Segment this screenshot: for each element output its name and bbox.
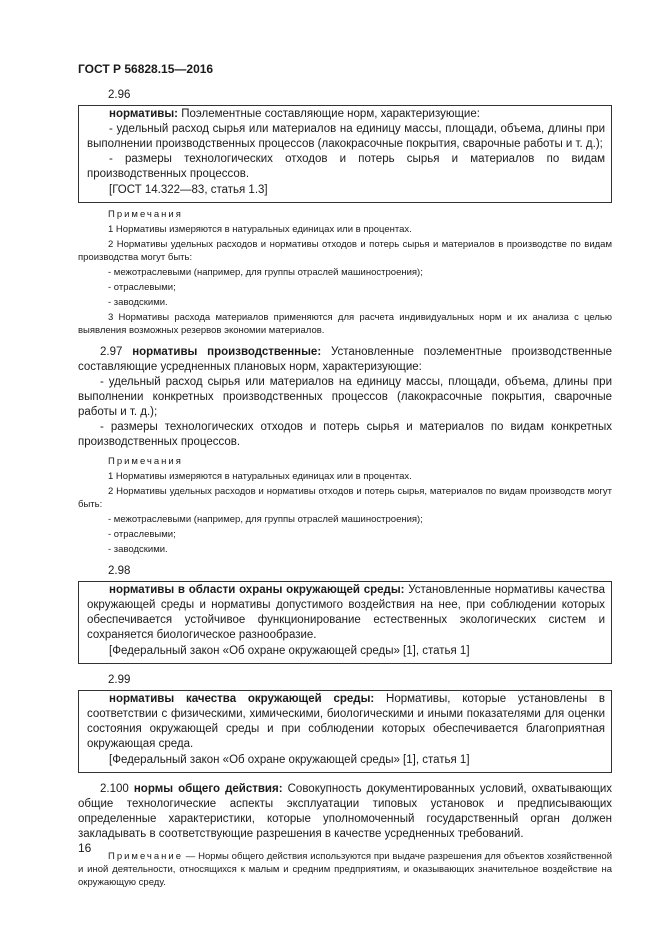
notes-heading-2-96: Примечания (108, 209, 183, 220)
term-2-97: нормативы производственные: (132, 346, 322, 358)
definition-2-97 (78, 345, 612, 375)
definition-text-2-99: Нормативы, которые установлены в соответствии с физическими, химическими, биологическими и иными показателями для оценки состояния окружающей среды и при соблюдении которых обеспечивается благоприятная окружающая среда. (87, 693, 605, 750)
note-subitem: - заводскими. (108, 544, 168, 555)
page-number: 16 (78, 841, 92, 855)
term-number-2-100: 2.100 (100, 783, 129, 795)
note-subitem: - отраслевыми; (108, 529, 176, 540)
list-item: - удельный расход сырья или материалов на единицу массы, площади, объема, длины при выполнении производственных процессов (лакокрасочные покрытия, сварочные работы и т. д.); (87, 123, 605, 150)
definition-text-2-96: Поэлементные составляющие норм, характеризующие: (178, 108, 480, 120)
note-item: 1 Нормативы измеряются в натуральных единицах или в процентах. (108, 224, 412, 235)
term-2-100: нормы общего действия: (133, 783, 283, 795)
list-item: - удельный расход сырья или материалов на единицу массы, площади, объема, длины при выполнении конкретных производственных процессов (лакокрасочные покрытия, сварочные работы и т. д.); (78, 376, 612, 418)
note-label-2-100: Примечание (108, 851, 183, 862)
definition-box-2-98 (78, 581, 612, 664)
note-subitem: - межотраслевыми (например, для группы отраслей машиностроения); (108, 514, 423, 525)
term-number-2-97: 2.97 (100, 346, 123, 358)
note-item: 2 Нормативы удельных расходов и нормативы отходов и потерь сырья и материалов в производстве по видам производства могут быть: (78, 239, 612, 263)
note-item: 2 Нормативы удельных расходов и нормативы отходов и потерь сырья, материалов по видам производств могут быть: (78, 486, 612, 510)
list-item: - размеры технологических отходов и потерь сырья и материалов по видам производственных процессов. (87, 153, 605, 180)
term-2-96: нормативы: (109, 108, 179, 120)
definition-box-2-99 (78, 690, 612, 773)
term-2-98: нормативы в области охраны окружающей среды: (109, 584, 405, 596)
source-reference-2-98: [Федеральный закон «Об охране окружающей среды» [1], статья 1] (109, 645, 470, 657)
note-subitem: - заводскими. (108, 297, 168, 308)
definition-box-2-96 (78, 105, 612, 203)
note-item: 3 Нормативы расхода материалов применяются для расчета индивидуальных норм и их анализа с целью выявления возможных резервов экономии материалов. (78, 312, 612, 336)
notes-heading-2-97: Примечания (108, 456, 183, 467)
definition-2-96 (87, 107, 605, 122)
document-code: ГОСТ Р 56828.15—2016 (78, 62, 214, 76)
term-number-2-98: 2.98 (108, 565, 131, 577)
term-number-2-96: 2.96 (108, 89, 131, 101)
note-item: 1 Нормативы измеряются в натуральных единицах или в процентах. (108, 471, 412, 482)
definition-text-2-100: Совокупность документированных условий, охватывающих общие технологические аспекты эксплуатации типовых установок и предписывающих определенные характеристики, которые уполномоченный государственный орган должен закладывать в соответствующие разрешения в качестве усредненных требований. (78, 783, 612, 840)
source-reference-2-96: [ГОСТ 14.322—83, статья 1.3] (109, 184, 268, 196)
definition-2-100 (78, 782, 612, 842)
definition-2-99 (87, 692, 605, 752)
note-2-100 (78, 850, 612, 889)
term-2-99: нормативы качества окружающей среды: (109, 693, 375, 705)
list-item: - размеры технологических отходов и потерь сырья и материалов по видам конкретных производственных процессов. (78, 421, 612, 448)
note-subitem: - межотраслевыми (например, для группы отраслей машиностроения); (108, 267, 423, 278)
note-text-2-100: — Нормы общего действия используются при выдаче разрешения для объектов хозяйственной и иной деятельности, относящихся к малым и средним предприятиям, и оказывающих значительное воздействие на окружающую среду. (78, 851, 612, 888)
note-subitem: - отраслевыми; (108, 282, 176, 293)
source-reference-2-99: [Федеральный закон «Об охране окружающей среды» [1], статья 1] (109, 754, 470, 766)
definition-text-2-98: Установленные нормативы качества окружающей среды и нормативы допустимого воздействия на нее, при соблюдении которых обеспечивается устойчивое функционирование естественных экологических систем и сохраняется биологическое разнообразие. (87, 584, 605, 641)
definition-text-2-97: Установленные поэлементные производственные составляющие усредненных плановых норм, характеризующие: (78, 346, 612, 373)
term-number-2-99: 2.99 (108, 674, 131, 686)
definition-2-98 (87, 583, 605, 643)
page-content (78, 88, 612, 891)
